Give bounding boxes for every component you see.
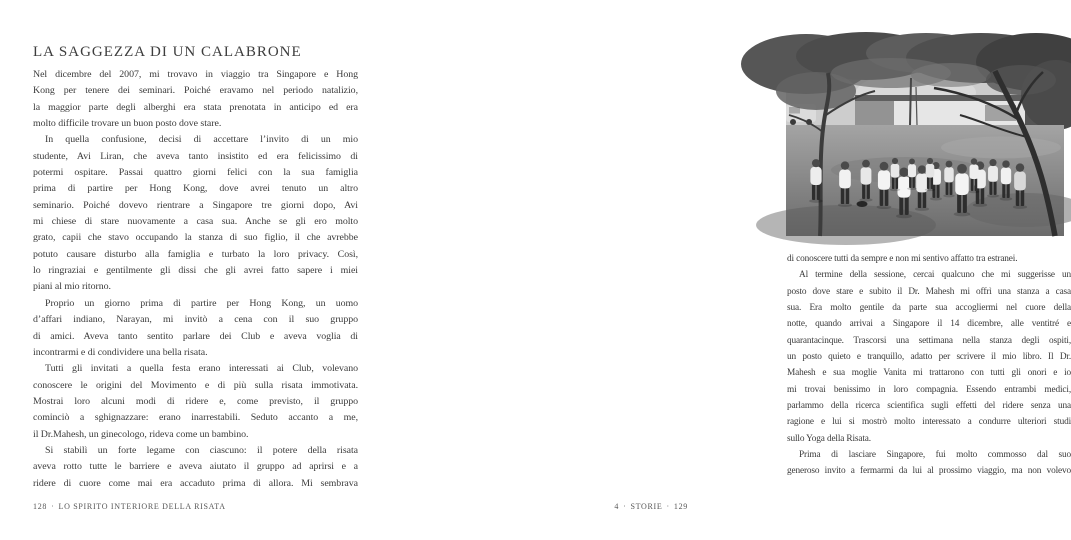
text-line: In quella confusione, decisi di accettare l’invito di un mio xyxy=(45,134,358,146)
text-line: potermi ospitare. Passai quattro giorni felici con la sua famiglia xyxy=(33,167,358,179)
text-line: un posto quieto e tranquillo, adatto per scrivere il mio libro. Il Dr. xyxy=(787,352,1071,363)
text-line: generoso invito a fermarmi da lui al prossimo viaggio, ma non volevo xyxy=(787,466,1071,477)
left-page-body-text xyxy=(33,67,358,492)
footer-separator: · xyxy=(51,502,55,511)
text-line: di conoscere tutti da sempre e non mi sentivo affatto tra estranei. xyxy=(787,254,1018,264)
text-line: Nel dicembre del 2007, mi trovavo in viaggio tra Singapore e Hong xyxy=(33,69,358,80)
text-line: sullo Yoga della Risata. xyxy=(787,433,871,444)
right-page-footer xyxy=(614,502,688,511)
text-line: la maggior parte degli alberghi era stata prenotata in anticipo ed era xyxy=(33,101,358,113)
park-photo xyxy=(786,45,1064,236)
chapter-title: LA SAGGEZZA DI UN CALABRONE xyxy=(33,44,302,60)
text-line: incontrarmi e di condividere una bella risata. xyxy=(33,346,208,358)
chapter-number: 4 xyxy=(614,502,620,511)
park-photo-illustration xyxy=(786,45,1064,236)
text-line: Mahesh e sua moglie Vanita mi trattarono con tutti gli onori e io xyxy=(787,368,1071,379)
text-line: Prima di lasciare Singapore, fui molto commosso dal suo xyxy=(799,450,1071,461)
text-line: Al termine della sessione, cercai qualcuno che mi suggerisse un xyxy=(799,270,1071,281)
text-line: lo ringraziai e gentilmente gli dissi che gli avrei fatto sapere i miei xyxy=(33,265,358,277)
text-line: potuto causare disturbo alla famiglia e turbato la loro privacy. Così, xyxy=(33,248,358,260)
text-line: ridere di cuore come mai era accaduto prima di allora. Mi sembrava xyxy=(33,477,358,489)
text-line: aveva rotto tutte le barriere e aveva aiutato il gruppo ad aprirsi e a xyxy=(33,461,358,473)
text-line: di amici. Aveva tanto sentito parlare dei Club e aveva voglia di xyxy=(33,330,358,342)
text-line: quarantacinque. Trascorsi una settimana nella stanza degli ospiti, xyxy=(787,335,1071,346)
text-line: posto dove stare e subito il Dr. Mahesh mi offrì una stanza a casa xyxy=(787,286,1071,297)
footer-separator: · xyxy=(666,502,670,511)
text-line: d’affari indiano, Narayan, mi invitò a cena con il suo gruppo xyxy=(33,314,358,326)
left-page-footer xyxy=(33,502,226,511)
text-line: piani al mio ritorno. xyxy=(33,281,111,293)
text-line: prima di partire per Hong Kong, dove avrei tenuto un altro xyxy=(33,183,358,195)
right-page-body-text xyxy=(787,251,1071,480)
right-page-number: 129 xyxy=(673,502,688,511)
text-line: Mostrai loro alcuni modi di ridere e, come previsto, il gruppo xyxy=(33,395,358,407)
text-line: seminario. Poiché dovevo rientrare a Singapore tre giorni dopo, Avi xyxy=(33,199,358,211)
text-line: Tutti gli invitati a quella festa erano interessati ai Club, volevano xyxy=(45,363,358,375)
text-line: molto difficile trovare un buon posto dove stare. xyxy=(33,118,222,130)
text-line: parlammo della ricerca scientifica sugli effetti del ridere senza una xyxy=(787,401,1071,412)
text-line: grato, capii che stavo occupando la stanza di suo figlio, il che avrebbe xyxy=(33,232,358,244)
text-line: Kong per tenere dei seminari. Poiché eravamo nel periodo natalizio, xyxy=(33,85,358,97)
text-line: mi trovai benissimo in loro compagnia. Essendo entrambi medici, xyxy=(787,384,1071,395)
footer-separator: · xyxy=(623,502,627,511)
text-line: sua. Era molto gentile da parte sua accogliermi nel cuore della xyxy=(787,303,1071,314)
text-line: mi chiese di stare nuovamente a casa sua. Anche se gli ero molto xyxy=(33,216,358,228)
left-page-number: 128 xyxy=(33,502,48,511)
chapter-running-head: STORIE xyxy=(630,502,663,511)
left-page xyxy=(0,0,380,540)
text-line: notte, quando arrivai a Singapore il 14 dicembre, alle ventitré e xyxy=(787,319,1071,330)
right-page xyxy=(380,0,1071,540)
text-line: il Dr.Mahesh, un ginecologo, rideva come un bambino. xyxy=(33,428,249,440)
text-line: conoscere le origini del Movimento e di più sulla risata immotivata. xyxy=(33,379,358,391)
text-line: Si stabilì un forte legame con ciascuno: il potere della risata xyxy=(45,444,358,456)
text-line: cominciò a sghignazzare: erano inarrestabili. Seduto accanto a me, xyxy=(33,412,358,424)
book-title-running-head: LO SPIRITO INTERIORE DELLA RISATA xyxy=(58,502,226,511)
text-line: Proprio un giorno prima di partire per Hong Kong, un uomo xyxy=(45,297,358,309)
text-line: ragione e lui si mostrò molto interessato a condurre ulteriori studi xyxy=(787,417,1071,428)
text-line: studente, Avi Liran, che aveva tanto insistito ed era felicissimo di xyxy=(33,150,358,162)
